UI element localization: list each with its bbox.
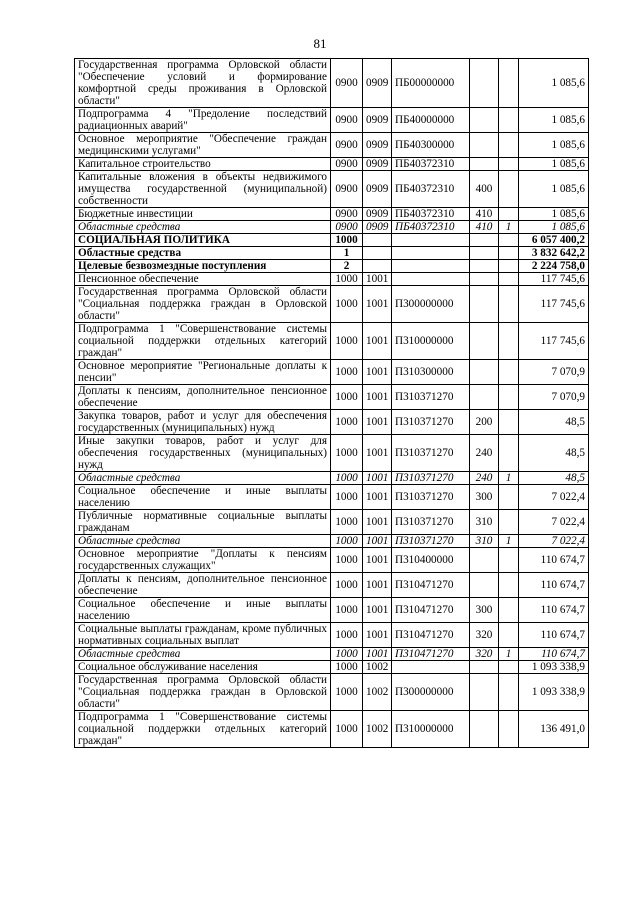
subsection-code: 1002 [363,711,392,748]
subsection-code: 0909 [363,221,392,234]
subsection-code [363,260,392,273]
table-row [75,510,589,535]
subsection-code: 0909 [363,158,392,171]
expense-type-code [470,286,499,323]
subsection-code: 1001 [363,410,392,435]
row-name: Подпрограмма 4 "Предоление последствий радиационных аварий" [75,108,331,133]
funding-source-code [499,247,519,260]
subsection-code: 1001 [363,286,392,323]
amount: 3 832 642,2 [519,247,589,260]
section-code: 1000 [331,548,363,573]
funding-source-code [499,711,519,748]
section-code: 1000 [331,711,363,748]
table-row [75,435,589,472]
amount: 7 022,4 [519,510,589,535]
expense-type-code [470,360,499,385]
table-row [75,535,589,548]
row-name: Основное мероприятие "Обеспечение граждан медицинскими услугами" [75,133,331,158]
table-row [75,711,589,748]
table-row [75,273,589,286]
section-code: 1000 [331,286,363,323]
row-name: Подпрограмма 1 "Совершенствование системы социальной поддержки отдельных категорий граждан" [75,323,331,360]
table-row [75,133,589,158]
table-row [75,59,589,108]
subsection-code: 1001 [363,472,392,485]
funding-source-code [499,133,519,158]
funding-source-code [499,598,519,623]
row-name: Бюджетные инвестиции [75,208,331,221]
subsection-code [363,234,392,247]
funding-source-code [499,273,519,286]
target-article-code: П310000000 [392,711,470,748]
target-article-code: П300000000 [392,286,470,323]
target-article-code: П310300000 [392,360,470,385]
subsection-code: 0909 [363,108,392,133]
expense-type-code [470,273,499,286]
row-name: СОЦИАЛЬНАЯ ПОЛИТИКА [75,234,331,247]
row-name: Областные средства [75,648,331,661]
target-article-code [392,273,470,286]
table-row [75,247,589,260]
expense-type-code [470,711,499,748]
funding-source-code [499,323,519,360]
section-code: 1000 [331,674,363,711]
amount: 110 674,7 [519,598,589,623]
target-article-code: П310471270 [392,598,470,623]
expense-type-code: 300 [470,598,499,623]
table-row [75,158,589,171]
subsection-code: 1001 [363,485,392,510]
expense-type-code [470,385,499,410]
amount: 117 745,6 [519,286,589,323]
subsection-code: 1002 [363,674,392,711]
expense-type-code [470,260,499,273]
section-code: 0900 [331,108,363,133]
target-article-code: П310371270 [392,510,470,535]
section-code: 1000 [331,360,363,385]
expense-type-code [470,133,499,158]
amount: 7 022,4 [519,485,589,510]
row-name: Пенсионное обеспечение [75,273,331,286]
table-row [75,208,589,221]
amount: 110 674,7 [519,573,589,598]
expense-type-code: 300 [470,485,499,510]
target-article-code: П310371270 [392,485,470,510]
subsection-code: 1001 [363,648,392,661]
expense-type-code: 410 [470,221,499,234]
section-code: 0900 [331,208,363,221]
page-number: 81 [313,36,327,51]
row-name: Доплаты к пенсиям, дополнительное пенсионное обеспечение [75,385,331,410]
section-code: 1000 [331,472,363,485]
expense-type-code [470,108,499,133]
row-name: Социальное обеспечение и иные выплаты населению [75,598,331,623]
expense-type-code [470,548,499,573]
funding-source-code: 1 [499,535,519,548]
subsection-code: 1001 [363,435,392,472]
table-row [75,661,589,674]
funding-source-code [499,435,519,472]
subsection-code: 1001 [363,598,392,623]
expense-type-code: 320 [470,648,499,661]
section-code: 1000 [331,485,363,510]
target-article-code: П310371270 [392,435,470,472]
funding-source-code [499,208,519,221]
expense-type-code: 240 [470,435,499,472]
section-code: 1000 [331,410,363,435]
table-row [75,360,589,385]
table-row [75,648,589,661]
row-name: Доплаты к пенсиям, дополнительное пенсионное обеспечение [75,573,331,598]
row-name: Областные средства [75,472,331,485]
expense-type-code: 310 [470,510,499,535]
funding-source-code [499,286,519,323]
funding-source-code [499,260,519,273]
subsection-code: 1001 [363,535,392,548]
row-name: Закупка товаров, работ и услуг для обеспечения государственных (муниципальных) нужд [75,410,331,435]
table-row [75,385,589,410]
row-name: Иные закупки товаров, работ и услуг для обеспечения государственных (муниципальных) нужд [75,435,331,472]
amount: 48,5 [519,435,589,472]
row-name: Социальное обеспечение и иные выплаты населению [75,485,331,510]
section-code: 1000 [331,323,363,360]
table-row [75,674,589,711]
section-code: 1000 [331,598,363,623]
table-row [75,171,589,208]
section-code: 0900 [331,158,363,171]
row-name: Государственная программа Орловской области "Социальная поддержка граждан в Орловской области" [75,286,331,323]
amount: 1 085,6 [519,171,589,208]
section-code: 1000 [331,535,363,548]
target-article-code: П310371270 [392,385,470,410]
target-article-code: ПБ40372310 [392,221,470,234]
amount: 136 491,0 [519,711,589,748]
amount: 7 070,9 [519,360,589,385]
table-row [75,221,589,234]
target-article-code: ПБ40000000 [392,108,470,133]
table-row [75,573,589,598]
expense-type-code: 200 [470,410,499,435]
amount: 48,5 [519,410,589,435]
target-article-code: П310371270 [392,472,470,485]
subsection-code: 0909 [363,133,392,158]
row-name: Капитальное строительство [75,158,331,171]
funding-source-code [499,410,519,435]
section-code: 1000 [331,510,363,535]
funding-source-code [499,108,519,133]
amount: 110 674,7 [519,648,589,661]
row-name: Областные средства [75,221,331,234]
expense-type-code: 240 [470,472,499,485]
amount: 48,5 [519,472,589,485]
target-article-code: ПБ40372310 [392,158,470,171]
subsection-code: 1001 [363,323,392,360]
expense-type-code [470,158,499,171]
amount: 1 085,6 [519,221,589,234]
target-article-code [392,234,470,247]
section-code: 0900 [331,221,363,234]
funding-source-code [499,234,519,247]
section-code: 0900 [331,171,363,208]
table-row [75,323,589,360]
expense-type-code [470,323,499,360]
expense-type-code [470,59,499,108]
amount: 7 022,4 [519,535,589,548]
table-row [75,260,589,273]
table-row [75,108,589,133]
target-article-code [392,247,470,260]
subsection-code: 1001 [363,510,392,535]
target-article-code: П310371270 [392,535,470,548]
amount: 117 745,6 [519,273,589,286]
amount: 117 745,6 [519,323,589,360]
row-name: Основное мероприятие "Региональные доплаты к пенсии" [75,360,331,385]
subsection-code [363,247,392,260]
funding-source-code [499,548,519,573]
funding-source-code [499,623,519,648]
row-name: Публичные нормативные социальные выплаты гражданам [75,510,331,535]
funding-source-code: 1 [499,472,519,485]
section-code: 0900 [331,133,363,158]
amount: 1 085,6 [519,158,589,171]
funding-source-code [499,59,519,108]
funding-source-code [499,674,519,711]
expense-type-code [470,661,499,674]
funding-source-code [499,171,519,208]
section-code: 1 [331,247,363,260]
table-row [75,286,589,323]
section-code: 1000 [331,573,363,598]
funding-source-code [499,385,519,410]
row-name: Целевые безвозмездные поступления [75,260,331,273]
section-code: 1000 [331,623,363,648]
budget-table [74,58,589,748]
expense-type-code [470,674,499,711]
amount: 6 057 400,2 [519,234,589,247]
subsection-code: 0909 [363,208,392,221]
target-article-code: П310471270 [392,648,470,661]
target-article-code [392,260,470,273]
table-row [75,234,589,247]
amount: 1 085,6 [519,108,589,133]
section-code: 1000 [331,385,363,410]
funding-source-code [499,158,519,171]
target-article-code: П300000000 [392,674,470,711]
target-article-code: ПБ40372310 [392,171,470,208]
expense-type-code: 400 [470,171,499,208]
row-name: Государственная программа Орловской области "Обеспечение условий и формирование комфортной среды проживания в Орловской области" [75,59,331,108]
funding-source-code [499,360,519,385]
amount: 2 224 758,0 [519,260,589,273]
amount: 1 093 338,9 [519,661,589,674]
subsection-code: 1001 [363,548,392,573]
subsection-code: 1002 [363,661,392,674]
target-article-code: П310371270 [392,410,470,435]
amount: 7 070,9 [519,385,589,410]
table-row [75,485,589,510]
table-row [75,598,589,623]
funding-source-code: 1 [499,648,519,661]
amount: 1 093 338,9 [519,674,589,711]
amount: 1 085,6 [519,208,589,221]
expense-type-code: 310 [470,535,499,548]
row-name: Областные средства [75,535,331,548]
section-code: 1000 [331,435,363,472]
section-code: 1000 [331,661,363,674]
amount: 110 674,7 [519,548,589,573]
subsection-code: 0909 [363,171,392,208]
row-name: Социальное обслуживание населения [75,661,331,674]
amount: 1 085,6 [519,133,589,158]
subsection-code: 0909 [363,59,392,108]
table-row [75,410,589,435]
row-name: Подпрограмма 1 "Совершенствование системы социальной поддержки отдельных категорий граждан" [75,711,331,748]
subsection-code: 1001 [363,273,392,286]
section-code: 2 [331,260,363,273]
target-article-code: ПБ40372310 [392,208,470,221]
expense-type-code [470,234,499,247]
amount: 1 085,6 [519,59,589,108]
row-name: Областные средства [75,247,331,260]
expense-type-code: 320 [470,623,499,648]
table-row [75,472,589,485]
target-article-code: ПБ40300000 [392,133,470,158]
section-code: 0900 [331,59,363,108]
table-row [75,623,589,648]
subsection-code: 1001 [363,623,392,648]
subsection-code: 1001 [363,573,392,598]
row-name: Основное мероприятие "Доплаты к пенсиям государственных служащих" [75,548,331,573]
funding-source-code [499,510,519,535]
expense-type-code [470,573,499,598]
funding-source-code [499,485,519,510]
target-article-code: П310471270 [392,573,470,598]
target-article-code: П310000000 [392,323,470,360]
row-name: Социальные выплаты гражданам, кроме публичных нормативных социальных выплат [75,623,331,648]
row-name: Государственная программа Орловской области "Социальная поддержка граждан в Орловской области" [75,674,331,711]
section-code: 1000 [331,234,363,247]
subsection-code: 1001 [363,360,392,385]
expense-type-code [470,247,499,260]
subsection-code: 1001 [363,385,392,410]
funding-source-code [499,661,519,674]
target-article-code [392,661,470,674]
table-row [75,548,589,573]
target-article-code: П310400000 [392,548,470,573]
section-code: 1000 [331,648,363,661]
amount: 110 674,7 [519,623,589,648]
row-name: Капитальные вложения в объекты недвижимого имущества государственной (муниципальной) собственности [75,171,331,208]
expense-type-code: 410 [470,208,499,221]
target-article-code: П310471270 [392,623,470,648]
funding-source-code: 1 [499,221,519,234]
funding-source-code [499,573,519,598]
section-code: 1000 [331,273,363,286]
target-article-code: ПБ00000000 [392,59,470,108]
